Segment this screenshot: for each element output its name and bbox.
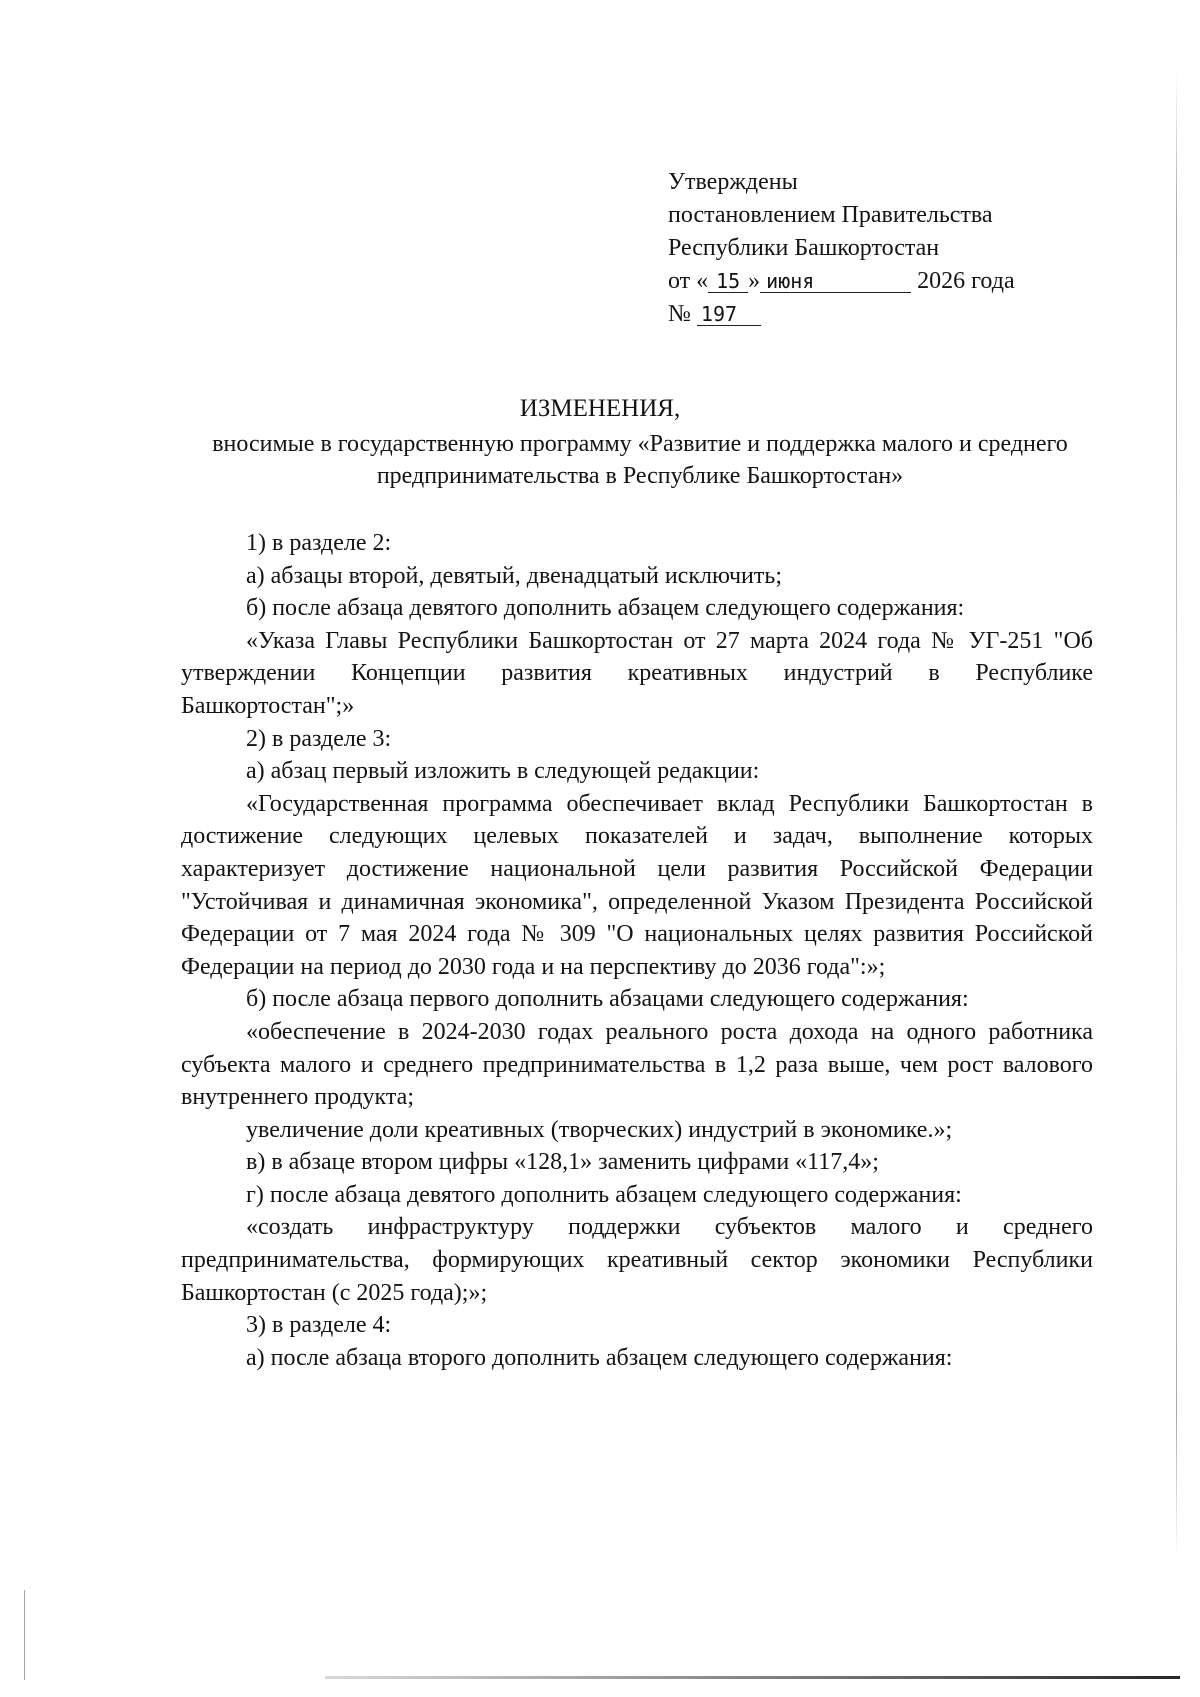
paragraph: «обеспечение в 2024-2030 годах реального роста дохода на одного работника субъекта малого и среднего предпринимательства в 1,2 раза выше, чем рост валового внутреннего продукта;: [181, 1018, 1093, 1111]
paragraph: в) в абзаце втором цифры «128,1» заменить цифрами «117,4»;: [246, 1149, 879, 1176]
paragraph: б) после абзаца девятого дополнить абзацем следующего содержания:: [246, 595, 965, 622]
date-suffix: 2026 года: [917, 268, 1015, 294]
number-handwritten: 197: [697, 303, 761, 326]
approval-block: [668, 166, 1088, 331]
date-month-handwritten: июня: [760, 270, 911, 293]
approval-number: [668, 298, 1088, 331]
paragraph: «Указа Главы Республики Башкортостан от 27 марта 2024 года № УГ-251 "Об утверждении Концепции развития креативных индустрий в Республике Башкортостан";»: [181, 627, 1093, 719]
paragraph: увеличение доли креативных (творческих) индустрий в экономике.»;: [246, 1116, 953, 1143]
scan-edge-left: [24, 1590, 25, 1680]
paragraph: 1) в разделе 2:: [246, 530, 392, 556]
paragraph: а) абзац первый изложить в следующей редакции:: [246, 758, 760, 785]
date-mid: »: [748, 268, 761, 294]
scan-edge-right: [1176, 70, 1177, 1560]
approval-line-1: Утверждены: [668, 169, 798, 195]
date-day-handwritten: 15: [708, 270, 748, 293]
document-title: ИЗМЕНЕНИЯ,: [519, 395, 681, 422]
paragraph: «создать инфраструктуру поддержки субъектов малого и среднего предпринимательства, формирующих креативный сектор экономики Республики Башкортостан (с 2025 года);»;: [181, 1214, 1093, 1306]
document-body: [181, 527, 1093, 1374]
paragraph: 2) в разделе 3:: [246, 725, 392, 752]
paragraph: 3) в разделе 4:: [246, 1312, 392, 1339]
scan-edge-bottom: [325, 1676, 1180, 1679]
paragraph: а) после абзаца второго дополнить абзацем следующего содержания:: [246, 1344, 953, 1371]
paragraph: а) абзацы второй, девятый, двенадцатый исключить;: [246, 562, 782, 589]
document-subtitle: вносимые в государственную программу «Развитие и поддержка малого и среднего предпринимательства в Республике Башкортостан»: [212, 431, 1068, 489]
approval-line-2: постановлением Правительства: [668, 202, 993, 228]
paragraph: «Государственная программа обеспечивает вклад Республики Башкортостан в достижение следующих целевых показателей и задач, выполнение которых характеризует достижение национальной цели развития Российской Федерации "Устойчивая и динамичная экономика", определенной Указом Президента Российской Федерации от 7 мая 2024 года № 309 "О национальных целях развития Российской Федерации на период до 2030 года и на перспективу до 2036 года":»;: [181, 790, 1093, 980]
number-prefix: №: [668, 301, 691, 327]
date-prefix: от «: [668, 268, 709, 294]
paragraph: б) после абзаца первого дополнить абзацами следующего содержания:: [246, 986, 969, 1013]
approval-line-3: Республики Башкортостан: [668, 235, 940, 261]
paragraph: г) после абзаца девятого дополнить абзацем следующего содержания:: [246, 1181, 962, 1208]
approval-date: [668, 265, 1088, 298]
